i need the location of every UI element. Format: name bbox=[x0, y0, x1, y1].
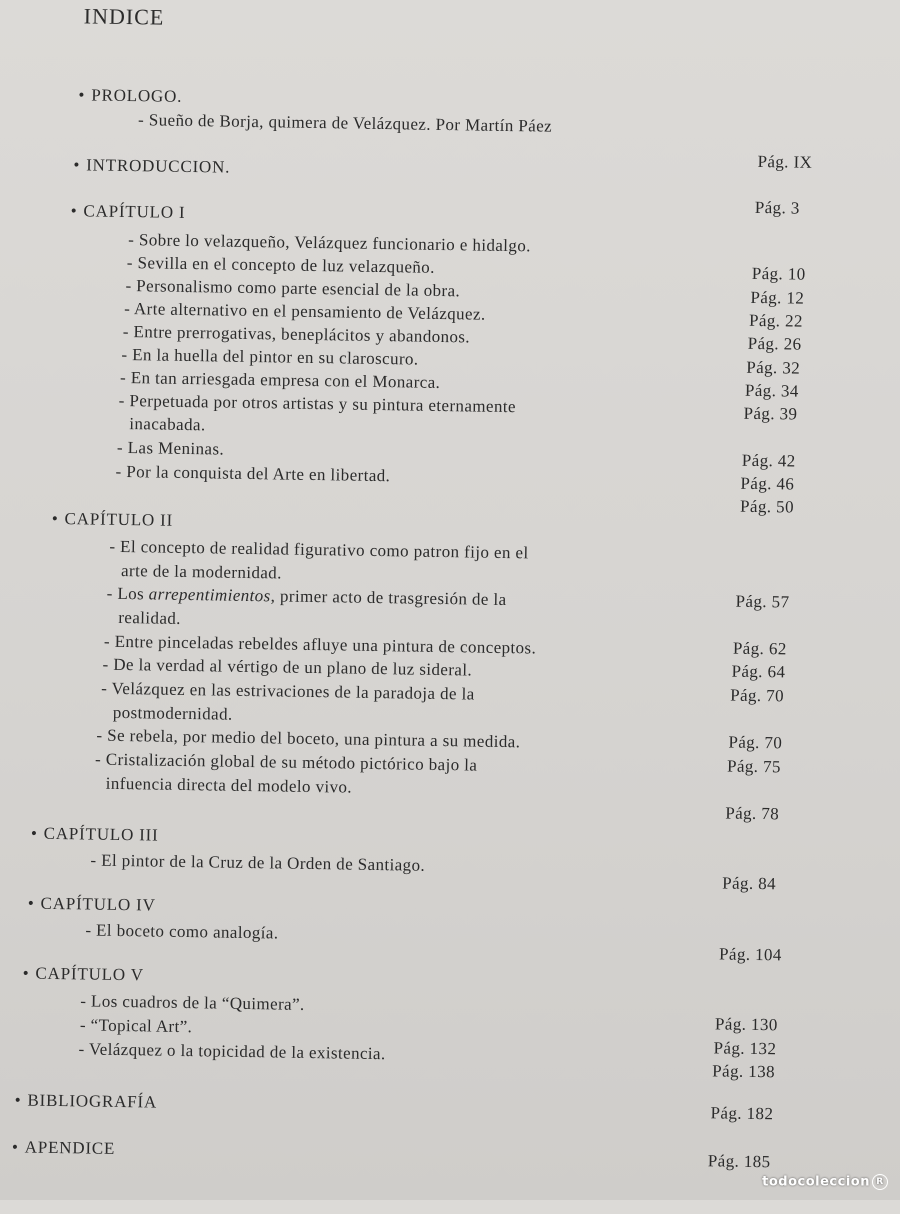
page-number: Pág. 132 bbox=[713, 1038, 777, 1059]
entry: - Los cuadros de la “Quimera”. bbox=[80, 991, 305, 1014]
page-number: Pág. 34 bbox=[744, 380, 799, 401]
page-number: Pág. 26 bbox=[747, 333, 802, 354]
entry: - De la verdad al vértigo de un plano de luz sideral. bbox=[102, 654, 473, 680]
entry: - Velázquez o la topicidad de la existencia. bbox=[78, 1039, 386, 1064]
section-introduccion: • INTRODUCCION. bbox=[73, 155, 230, 177]
entry-emphasis: arrepentimientos bbox=[148, 584, 271, 606]
entry: - Cristalización global de su método pictórico bajo la bbox=[94, 749, 478, 775]
entry: - El pintor de la Cruz de la Orden de Santiago. bbox=[90, 850, 426, 875]
entry: - Se rebela, por medio del boceto, una pintura a su medida. bbox=[96, 725, 521, 752]
entry: - Velázquez en las estrivaciones de la paradoja de la bbox=[101, 678, 475, 704]
entry-continuation: arte de la modernidad. bbox=[120, 560, 282, 583]
page-number: Pág. 42 bbox=[741, 450, 796, 471]
page-number: Pág. 185 bbox=[707, 1151, 771, 1172]
entry: - Entre prerrogativas, beneplácitos y abandonos. bbox=[122, 321, 471, 347]
entry: - En la huella del pintor en su claroscuro. bbox=[121, 344, 419, 369]
entry-continuation: infuencia directa del modelo vivo. bbox=[105, 773, 353, 797]
entry-continuation: postmodernidad. bbox=[112, 702, 233, 724]
entry-text: - Los bbox=[106, 583, 149, 604]
page-number: Pág. 46 bbox=[740, 473, 795, 494]
entry: - Personalismo como parte esencial de la obra. bbox=[125, 276, 461, 301]
entry: - Perpetuada por otros artistas y su pintura eternamente bbox=[118, 390, 517, 417]
page-number: Pág. IX bbox=[757, 151, 813, 172]
entry: - En tan arriesgada empresa con el Monarca. bbox=[119, 367, 441, 392]
watermark-text: todocoleccion bbox=[762, 1174, 870, 1190]
section-bibliografia: • BIBLIOGRAFÍA bbox=[15, 1090, 158, 1112]
page-number: Pág. 84 bbox=[722, 873, 777, 894]
section-capitulo-1: • CAPÍTULO I bbox=[71, 201, 186, 223]
page-number: Pág. 138 bbox=[712, 1061, 776, 1082]
page-number: Pág. 57 bbox=[735, 591, 790, 612]
entry: - Sevilla en el concepto de luz velazqueño. bbox=[126, 253, 435, 277]
section-capitulo-3: • CAPÍTULO III bbox=[31, 824, 159, 846]
entry-continuation: inacabada. bbox=[129, 414, 206, 435]
entry bbox=[107, 584, 507, 610]
page-number: Pág. 182 bbox=[710, 1103, 774, 1124]
page-number: Pág. 70 bbox=[730, 685, 785, 706]
entry: - Arte alternativo en el pensamiento de Velázquez. bbox=[124, 298, 486, 324]
section-prologo: • PROLOGO. bbox=[78, 85, 182, 107]
section-capitulo-4: • CAPÍTULO IV bbox=[28, 894, 156, 916]
page-number: Pág. 75 bbox=[726, 756, 782, 777]
page-number: Pág. 32 bbox=[746, 357, 801, 378]
entry-continuation: realidad. bbox=[118, 607, 182, 628]
page-number: Pág. 70 bbox=[728, 732, 783, 753]
page-number: Pág. 78 bbox=[725, 803, 780, 824]
watermark-logo bbox=[762, 1174, 888, 1190]
section-apendice: • APENDICE bbox=[12, 1137, 116, 1159]
entry-prologo-sub: - Sueño de Borja, quimera de Velázquez. Por Martín Páez bbox=[137, 110, 553, 136]
page-number: Pág. 50 bbox=[739, 496, 795, 517]
entry: - Entre pinceladas rebeldes afluye una pintura de conceptos. bbox=[103, 631, 537, 658]
entry: - “Topical Art”. bbox=[79, 1015, 193, 1037]
entry: - El boceto como analogía. bbox=[85, 920, 279, 943]
page-title: INDICE bbox=[83, 3, 165, 30]
entry-text: , primer acto de trasgresión de la bbox=[270, 586, 507, 610]
entry: - Las Meninas. bbox=[116, 437, 225, 459]
page-number: Pág. 104 bbox=[718, 944, 782, 965]
page-number: Pág. 130 bbox=[714, 1014, 778, 1035]
page-number: Pág. 64 bbox=[731, 661, 786, 682]
page-number: Pág. 62 bbox=[732, 638, 787, 659]
entry: - Sobre lo velazqueño, Velázquez funcionario e hidalgo. bbox=[128, 230, 531, 256]
registered-mark-icon: R bbox=[872, 1174, 888, 1190]
page-number: Pág. 10 bbox=[751, 263, 806, 284]
page-number: Pág. 39 bbox=[743, 403, 798, 424]
section-capitulo-5: • CAPÍTULO V bbox=[23, 963, 144, 985]
entry: - Por la conquista del Arte en libertad. bbox=[115, 461, 391, 486]
page-number: Pág. 3 bbox=[754, 197, 800, 218]
page-number: Pág. 12 bbox=[750, 287, 805, 308]
page-number: Pág. 22 bbox=[748, 310, 804, 331]
section-capitulo-2: • CAPÍTULO II bbox=[52, 509, 174, 531]
entry: - El concepto de realidad figurativo como patron fijo en el bbox=[109, 536, 529, 563]
